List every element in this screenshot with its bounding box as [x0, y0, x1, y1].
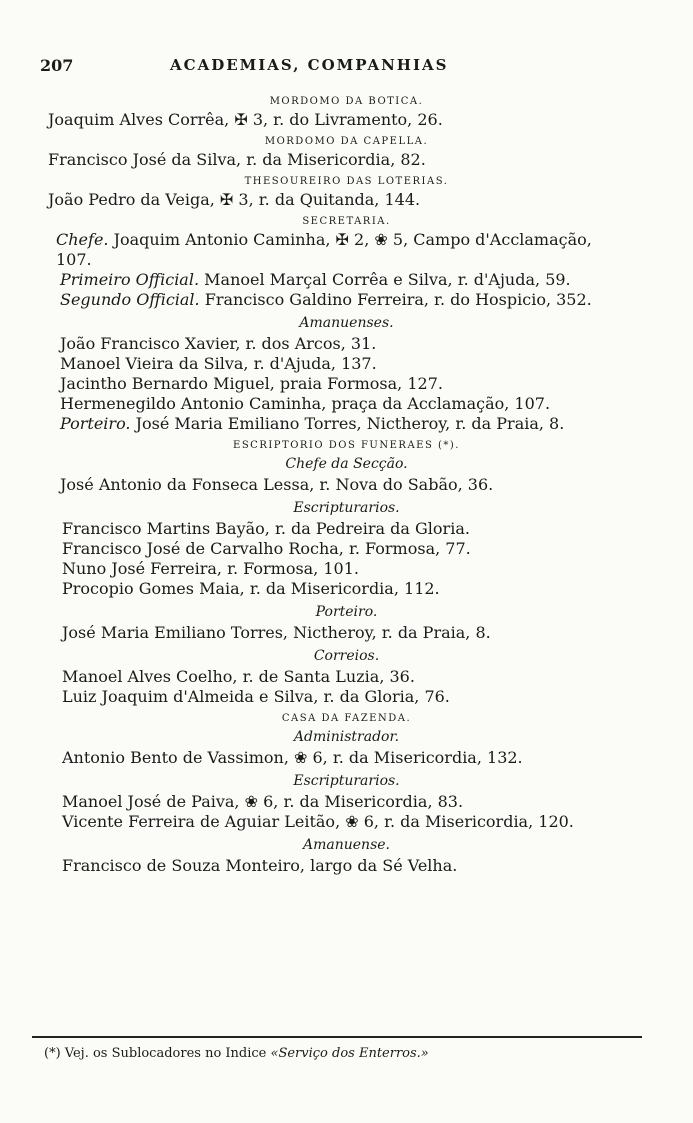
page-header	[40, 56, 640, 80]
entry: Vicente Ferreira de Aguiar Leitão, ❀ 6, r. da Misericordia, 120.	[62, 812, 574, 831]
footnote-rule	[32, 1036, 642, 1038]
entry	[0, 270, 693, 290]
footnote-text: (*) Vej. os Sublocadores no Indice	[44, 1046, 267, 1061]
page-number: 207	[40, 56, 74, 75]
entry: José Maria Emiliano Torres, Nictheroy, r. da Praia, 8.	[62, 623, 491, 642]
entry: José Antonio da Fonseca Lessa, r. Nova do Sabão, 36.	[60, 475, 494, 494]
entry	[0, 414, 693, 434]
role-label: Primeiro Official.	[60, 270, 200, 289]
entry-text: Francisco Galdino Ferreira, r. do Hospicio, 352.	[204, 290, 592, 309]
subheading: Chefe da Secção.	[285, 456, 408, 472]
section-heading: CASA DA FAZENDA.	[281, 713, 412, 724]
entry: Francisco José de Carvalho Rocha, r. Formosa, 77.	[62, 539, 471, 558]
entry-text: José Maria Emiliano Torres, Nictheroy, r. da Praia, 8.	[135, 414, 565, 433]
subheading: Administrador.	[293, 729, 400, 745]
role-label: Chefe.	[56, 230, 109, 249]
entry: Francisco José da Silva, r. da Misericordia, 82.	[48, 150, 426, 169]
section-heading: THESOUREIRO DAS LOTERIAS.	[244, 176, 449, 187]
entry-text: Manoel Marçal Corrêa e Silva, r. d'Ajuda, 59.	[204, 270, 571, 289]
entry	[0, 230, 621, 270]
section-heading: SECRETARIA.	[302, 216, 391, 227]
section-heading: MORDOMO DA BOTICA.	[269, 96, 424, 107]
entry: Jacintho Bernardo Miguel, praia Formosa, 127.	[60, 374, 443, 393]
entry: Manoel Alves Coelho, r. de Santa Luzia, 36.	[62, 667, 415, 686]
entry: João Francisco Xavier, r. dos Arcos, 31.	[60, 334, 377, 353]
footnote	[44, 1046, 429, 1061]
entry: Manoel Vieira da Silva, r. d'Ajuda, 137.	[60, 354, 377, 373]
entry: João Pedro da Veiga, ✠ 3, r. da Quitanda, 144.	[48, 190, 421, 209]
section-heading: ESCRIPTORIO DOS FUNERAES (*).	[233, 440, 460, 451]
entry: Manoel José de Paiva, ❀ 6, r. da Misericordia, 83.	[62, 792, 464, 811]
subheading: Correios.	[313, 648, 380, 664]
subheading: Escripturarios.	[293, 773, 400, 789]
role-label: Segundo Official.	[60, 290, 200, 309]
page-body	[0, 90, 693, 876]
subheading: Amanuense.	[303, 837, 390, 853]
entry: Francisco Martins Bayão, r. da Pedreira da Gloria.	[62, 519, 470, 538]
entry: Francisco de Souza Monteiro, largo da Sé Velha.	[62, 856, 458, 875]
entry: Antonio Bento de Vassimon, ❀ 6, r. da Misericordia, 132.	[62, 748, 523, 767]
role-label: Porteiro.	[60, 414, 131, 433]
entry: Luiz Joaquim d'Almeida e Silva, r. da Gloria, 76.	[62, 687, 450, 706]
entry	[0, 290, 693, 310]
section-heading: MORDOMO DA CAPELLA.	[264, 136, 429, 147]
entry: Joaquim Alves Corrêa, ✠ 3, r. do Livramento, 26.	[48, 110, 443, 129]
entry-text: Joaquim Antonio Caminha, ✠ 2, ❀ 5, Campo d'Acclamação, 107.	[56, 230, 592, 269]
subheading: Escripturarios.	[293, 500, 400, 516]
footnote-ref: «Serviço dos Enterros.»	[270, 1046, 429, 1061]
subheading: Porteiro.	[315, 604, 378, 620]
entry: Nuno José Ferreira, r. Formosa, 101.	[62, 559, 359, 578]
entry: Hermenegildo Antonio Caminha, praça da Acclamação, 107.	[60, 394, 551, 413]
subheading: Amanuenses.	[299, 315, 394, 331]
running-title: ACADEMIAS, COMPANHIAS	[170, 56, 449, 74]
entry: Procopio Gomes Maia, r. da Misericordia, 112.	[62, 579, 440, 598]
